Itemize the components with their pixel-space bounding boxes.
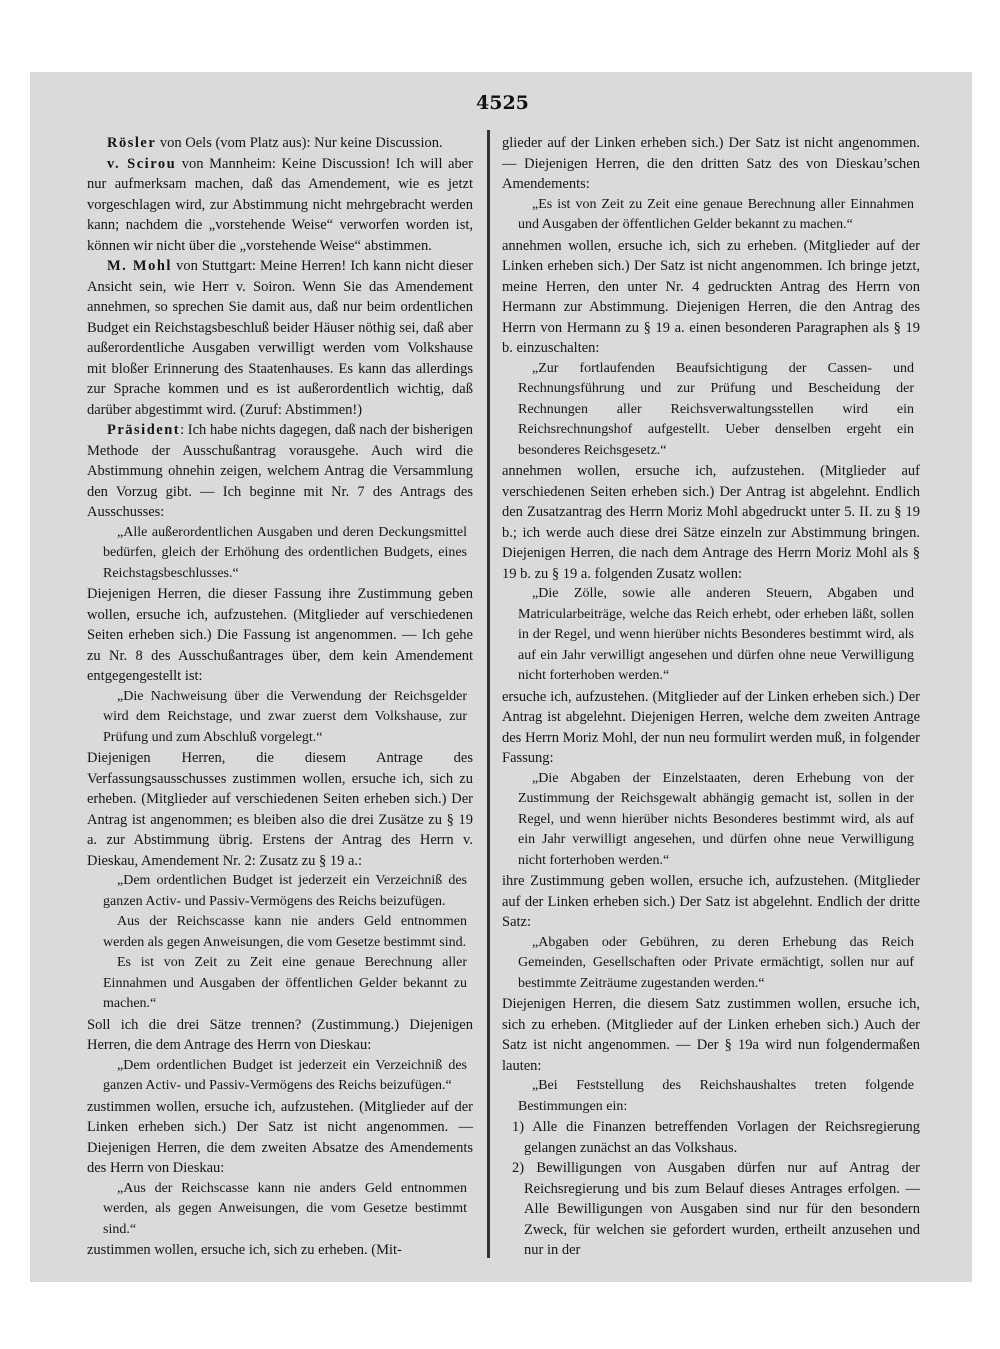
paragraph xyxy=(502,461,920,584)
column-divider xyxy=(487,130,490,1258)
paragraph-text: ihre Zustimmung geben wollen, ersuche ich, aufzustehen. (Mitglieder auf der Linken erheben sich.) Der Satz ist abgelehnt. Endlich der dritte Satz: xyxy=(502,873,920,930)
paragraph xyxy=(87,1097,473,1179)
quoted-text xyxy=(518,584,914,687)
left-column xyxy=(87,133,473,1261)
paragraph-text: „Dem ordentlichen Budget ist jederzeit ein Verzeichniß des ganzen Activ- und Passiv-Vermögens des Reichs beizufügen.“ xyxy=(103,1057,467,1093)
quoted-text xyxy=(518,359,914,462)
paragraph-text: von Stuttgart: Meine Herren! Ich kann nicht dieser Ansicht sein, wie Herr v. Soiron. Wenn Sie das Amendement annehmen, so sprechen Sie damit aus, daß nur beim ordentlichen Budget ein Reichstagsbeschluß beider Häuser nöthig sei, daß aber außerordentliche Ausgaben verwilligt werden vom Volkshause mit bloßer Erinnerung des Staatenhauses. Es kann das allerdings zur Sprache kommen und es ist außerordentlich wichtig, daß darüber abgestimmt wird. (Zuruf: Abstimmen!) xyxy=(87,258,473,418)
paragraph-text: Soll ich die drei Sätze trennen? (Zustimmung.) Diejenigen Herren, die dem Antrage des Herrn von Dieskau: xyxy=(87,1016,473,1053)
paragraph xyxy=(502,236,920,359)
paragraph-text: zustimmen wollen, ersuche ich, aufzustehen. (Mitglieder auf der Linken erheben sich.) Der Satz ist nicht angenommen. — Diejenigen Herren, die dem zweiten Absatze des Amendements des Herrn von Dieskau: xyxy=(87,1098,473,1176)
quoted-text xyxy=(103,1056,467,1097)
page-number: 4525 xyxy=(476,92,529,114)
quoted-text xyxy=(103,912,467,953)
paragraph xyxy=(87,584,473,687)
right-column xyxy=(502,133,920,1261)
paragraph-text: glieder auf der Linken erheben sich.) Der Satz ist nicht angenommen. — Diejenigen Herren, die den dritten Satz des von Dieskau’schen Amendements: xyxy=(502,135,920,192)
speaker-name: Präsident xyxy=(107,422,181,438)
paragraph-text: „Es ist von Zeit zu Zeit eine genaue Berechnung aller Einnahmen und Ausgaben der öffentlichen Gelder bekannt zu machen.“ xyxy=(518,196,914,232)
paragraph-text: Diejenigen Herren, die dieser Fassung ihre Zustimmung geben wollen, ersuche ich, aufzustehen. (Mitglieder auf verschiedenen Seiten erheben sich.) Die Fassung ist angenommen. — Ich gehe zu Nr. 8 des Ausschußantrages über, dem kein Amendement entgegengestellt ist: xyxy=(87,586,473,684)
speech-paragraph xyxy=(87,420,473,523)
paragraph-text: Diejenigen Herren, die diesem Antrage des Verfassungsausschusses zustimmen wollen, ersuche ich, sich zu erheben. (Mitglieder auf verschiedenen Seiten erheben sich.) Der Antrag ist angenommen; es bleiben also die drei Zusätze zu § 19 a. zur Abstimmung übrig. Erstens der Antrag des Herrn v. Dieskau, Amendement Nr. 2: Zusatz zu § 19 a.: xyxy=(87,750,473,869)
paragraph-text: „Bei Feststellung des Reichshaushaltes treten folgende Bestimmungen ein: xyxy=(518,1078,914,1114)
paragraph xyxy=(87,748,473,871)
paragraph-text: „Alle außerordentlichen Ausgaben und deren Deckungsmittel bedürfen, gleich der Erhöhung des ordentlichen Budgets, eines Reichstagsbeschlusses.“ xyxy=(103,524,467,581)
paragraph-text: ersuche ich, aufzustehen. (Mitglieder auf der Linken erheben sich.) Der Antrag ist abgelehnt. Diejenigen Herren, welche dem zweiten Antrage des Herrn Moriz Mohl, der nun neu formulirt werden muß, in folgender Fassung: xyxy=(502,688,920,766)
speech-paragraph xyxy=(87,133,473,154)
paragraph-text: „Die Nachweisung über die Verwendung der Reichsgelder wird dem Reichstage, und zwar zuerst dem Volkshause, zur Prüfung und zum Abschluß vorgelegt.“ xyxy=(103,688,467,745)
speech-paragraph xyxy=(87,154,473,257)
speaker-name: Rösler xyxy=(107,135,157,151)
quoted-text xyxy=(103,687,467,749)
speech-paragraph xyxy=(87,256,473,420)
quoted-text xyxy=(103,953,467,1015)
paragraph xyxy=(502,871,920,933)
paragraph xyxy=(502,687,920,769)
quoted-text xyxy=(518,195,914,236)
paragraph-text: 2) Bewilligungen von Ausgaben dürfen nur auf Antrag der Reichsregierung und bis zum Belauf dieses Antrages erfolgen. — Alle Bewilligungen von Ausgaben sind nur für den besondern Zweck, für welchen sie gefordert wurden, ertheilt anzusehen und nur in der xyxy=(512,1160,920,1258)
paragraph-text: Aus der Reichscasse kann nie anders Geld entnommen werden als gegen Anweisungen, die vom Gesetze bestimmt sind. xyxy=(103,914,467,950)
paragraph-text: von Oels (vom Platz aus): Nur keine Discussion. xyxy=(156,135,443,151)
paragraph-text: annehmen wollen, ersuche ich, aufzustehen. (Mitglieder auf verschiedenen Seiten erheben sich.) Der Antrag ist abgelehnt. Endlich den Zusatzantrag des Herrn Moriz Mohl abgedruckt unter 5. II. zu § 19 b.; ich werde auch diese drei Sätze einzeln zur Abstimmung bringen. Diejenigen Herren, die nach dem Antrage des Herrn Moriz Mohl als § 19 b. zu § 19 a. folgenden Zusatz wollen: xyxy=(502,463,920,582)
quoted-text xyxy=(518,769,914,872)
paragraph xyxy=(87,1015,473,1056)
paragraph-text: „Die Abgaben der Einzelstaaten, deren Erhebung von der Zustimmung der Reichsgewalt abhängig gemacht ist, sollen in der Regel, und wenn hierüber nichts Besonderes bestimmt wird, als auf ein Jahr verwilligt angesehen, und dürfen ohne neue Verwilligung nicht forterhoben werden.“ xyxy=(518,770,914,868)
list-item xyxy=(512,1117,920,1158)
paragraph-text: „Aus der Reichscasse kann nie anders Geld entnommen werden, als gegen Anweisungen, die vom Gesetze bestimmt sind.“ xyxy=(103,1180,467,1237)
quoted-text xyxy=(103,871,467,912)
paragraph-text: „Dem ordentlichen Budget ist jederzeit ein Verzeichniß des ganzen Activ- und Passiv-Vermögens des Reichs beizufügen. xyxy=(103,873,467,909)
paragraph-text: : Ich habe nichts dagegen, daß nach der bisherigen Methode der Ausschußantrag vorausgehe. Auch wird die Abstimmung ohnehin zeigen, welchem Antrag die Versammlung den Vorzug gibt. — Ich beginne mit Nr. 7 des Antrags des Ausschusses: xyxy=(87,422,473,520)
quoted-text xyxy=(103,1179,467,1241)
paragraph-text: Es ist von Zeit zu Zeit eine genaue Berechnung aller Einnahmen und Ausgaben der öffentlichen Gelder bekannt zu machen.“ xyxy=(103,955,467,1011)
quoted-text xyxy=(518,1076,914,1117)
quoted-text xyxy=(518,933,914,995)
paragraph-text: „Zur fortlaufenden Beaufsichtigung der Cassen- und Rechnungsführung und zur Prüfung und Bescheidung der Rechnungen aller Reichsverwaltungsstellen wird ein Reichsrechnungshof aufgestellt. Ueber denselben ergeht ein besonderes Reichsgesetz.“ xyxy=(518,360,914,458)
paragraph-text: Diejenigen Herren, die diesem Satz zustimmen wollen, ersuche ich, sich zu erheben. (Mitglieder auf der Linken erheben sich.) Auch der Satz ist nicht angenommen. — Der § 19a wird nun folgendermaßen lauten: xyxy=(502,996,920,1074)
paragraph-text: annehmen wollen, ersuche ich, sich zu erheben. (Mitglieder auf der Linken erheben sich.) Der Satz ist nicht angenommen. Ich bringe jetzt, meine Herren, den unter Nr. 4 gedruckten Antrag des Herrn von Hermann zur Abstimmung. Diejenigen Herren, die den Antrag des Herrn von Hermann zu § 19 a. einen besonderen Paragraphen als § 19 b. einzuschalten: xyxy=(502,237,920,356)
paragraph-text: „Die Zölle, sowie alle anderen Steuern, Abgaben und Matricularbeiträge, welche das Reich erhebt, oder erheben läßt, sollen in der Regel, und wenn hierüber nichts Besonderes bestimmt wird, als auf ein Jahr verwilligt angesehen und dürfen ohne neue Verwilligung nicht forterhoben werden.“ xyxy=(518,586,914,683)
speaker-name: v. Scirou xyxy=(107,155,177,172)
paragraph xyxy=(502,133,920,195)
paragraph-text: zustimmen wollen, ersuche ich, sich zu erheben. (Mit- xyxy=(87,1242,402,1258)
paragraph xyxy=(87,1240,473,1261)
paragraph-text: von Mannheim: Keine Discussion! Ich will aber nur aufmerksam machen, daß das Amendement, wie es jetzt vorgeschlagen wird, zur Abstimmung nicht mehrgebracht werden kann; nachdem die „vorstehende Weise“ verworfen worden ist, können wir nicht über die „vorstehende Weise“ abstimmen. xyxy=(87,155,474,254)
speaker-name: M. Mohl xyxy=(107,258,172,274)
quoted-text xyxy=(103,523,467,585)
list-item xyxy=(512,1158,920,1261)
paragraph-text: 1) Alle die Finanzen betreffenden Vorlagen der Reichsregierung gelangen zunächst an das Volkshaus. xyxy=(512,1119,920,1156)
paragraph xyxy=(502,994,920,1076)
paragraph-text: „Abgaben oder Gebühren, zu deren Erhebung das Reich Gemeinden, Gesellschaften oder Private ermächtigt, sollen nur auf bestimmte Zeiträume zugestanden werden.“ xyxy=(518,934,914,991)
